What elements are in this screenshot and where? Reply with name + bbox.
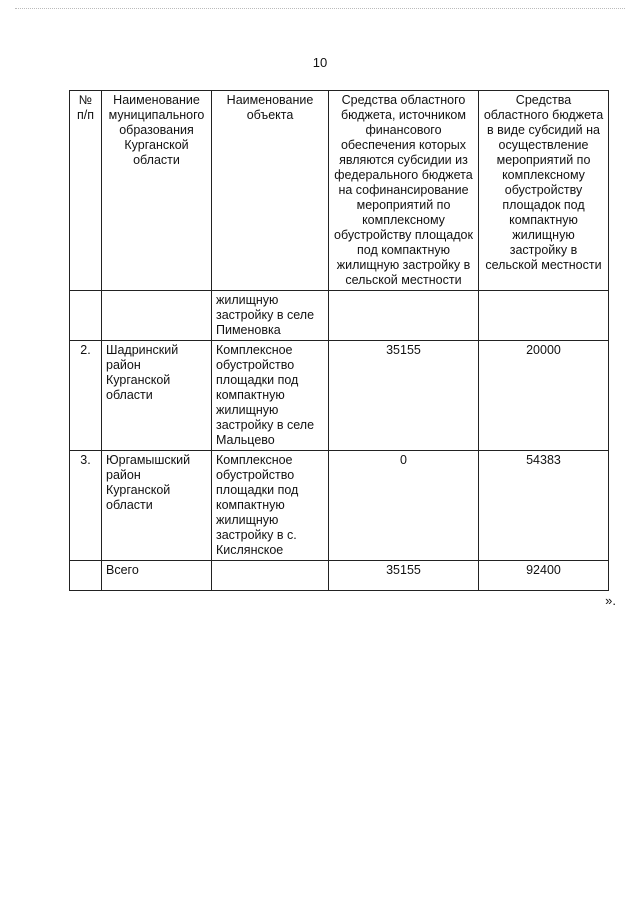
table-header-row xyxy=(70,91,609,291)
header-federal-funds: Средства областного бюджета, источником финансового обеспечения которых являются субсидии из федерального бюджета на софинансирование мероприятий по комплексному обустройству площадок под компактную жилищную застройку в сельской местности xyxy=(329,91,479,291)
cell-federal-funds: 35155 xyxy=(329,341,479,451)
cell-municipality: Юргамышский район Курганской области xyxy=(102,451,212,561)
cell-regional-funds: 54383 xyxy=(479,451,609,561)
budget-table xyxy=(69,90,609,591)
cell-total-regional-funds: 92400 xyxy=(479,561,609,591)
table-total-row xyxy=(70,561,609,591)
cell-object: жилищную застройку в селе Пименовка xyxy=(212,291,329,341)
scan-artifact-line xyxy=(15,8,625,10)
cell-federal-funds: 0 xyxy=(329,451,479,561)
table-row xyxy=(70,451,609,561)
cell-municipality xyxy=(102,291,212,341)
cell-federal-funds xyxy=(329,291,479,341)
page-number: 10 xyxy=(312,55,328,70)
cell-municipality: Шадринский район Курганской области xyxy=(102,341,212,451)
cell-object xyxy=(212,561,329,591)
cell-total-federal-funds: 35155 xyxy=(329,561,479,591)
header-number: № п/п xyxy=(70,91,102,291)
table-row xyxy=(70,291,609,341)
header-municipality: Наименование муниципального образования Курганской области xyxy=(102,91,212,291)
header-object: Наименование объекта xyxy=(212,91,329,291)
closing-quote-mark: ». xyxy=(605,593,616,608)
table-row xyxy=(70,341,609,451)
cell-regional-funds: 20000 xyxy=(479,341,609,451)
cell-number: 2. xyxy=(70,341,102,451)
cell-regional-funds xyxy=(479,291,609,341)
budget-table-container xyxy=(69,90,608,591)
cell-total-label: Всего xyxy=(102,561,212,591)
cell-number xyxy=(70,291,102,341)
cell-number: 3. xyxy=(70,451,102,561)
header-regional-funds: Средства областного бюджета в виде субсидий на осуществление мероприятий по комплексному обустройству площадок под компактную жилищную застройку в сельской местности xyxy=(479,91,609,291)
cell-object: Комплексное обустройство площадки под компактную жилищную застройку в селе Мальцево xyxy=(212,341,329,451)
cell-number xyxy=(70,561,102,591)
cell-object: Комплексное обустройство площадки под компактную жилищную застройку в с. Кислянское xyxy=(212,451,329,561)
